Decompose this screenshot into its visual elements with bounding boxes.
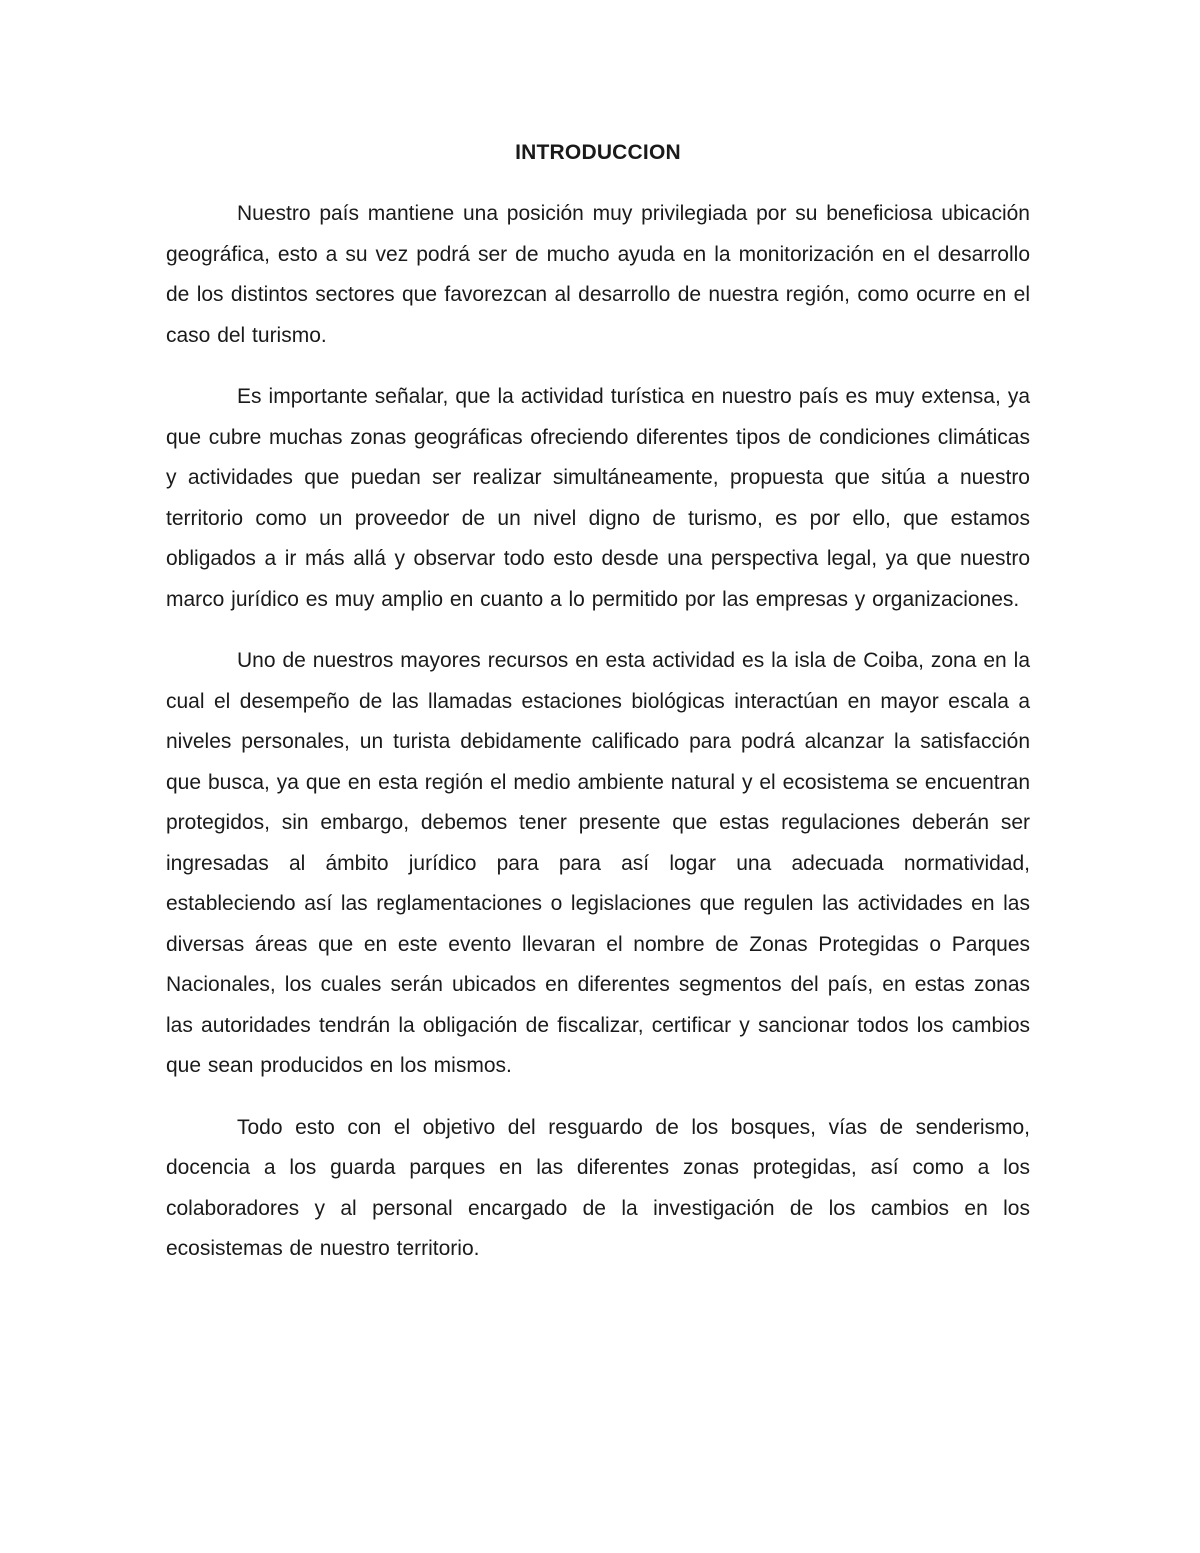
paragraph-4: Todo esto con el objetivo del resguardo de los bosques, vías de senderismo, docencia a los guarda parques en las diferentes zonas protegidas, así como a los colaboradores y al personal encargado de la investigación de los cambios en los ecosistemas de nuestro territorio. (166, 1115, 1030, 1260)
paragraph-2: Es importante señalar, que la actividad turística en nuestro país es muy extensa, ya que cubre muchas zonas geográficas ofreciendo diferentes tipos de condiciones climáticas y actividades que puedan ser realizar simultáneamente, propuesta que sitúa a nuestro territorio como un proveedor de un nivel digno de turismo, es por ello, que estamos obligados a ir más allá y observar todo esto desde una perspectiva legal, ya que nuestro marco jurídico es muy amplio en cuanto a lo permitido por las empresas y organizaciones. (166, 385, 1030, 611)
paragraph-1: Nuestro país mantiene una posición muy privilegiada por su beneficiosa ubicación geográfica, esto a su vez podrá ser de mucho ayuda en la monitorización en el desarrollo de los distintos sectores que favorezcan al desarrollo de nuestra región, como ocurre en el caso del turismo. (166, 202, 1030, 347)
document-body (166, 133, 1030, 1291)
document-title: INTRODUCCION (515, 141, 681, 164)
paragraph-3: Uno de nuestros mayores recursos en esta actividad es la isla de Coiba, zona en la cual el desempeño de las llamadas estaciones biológicas interactúan en mayor escala a niveles personales, un turista debidamente calificado para podrá alcanzar la satisfacción que busca, ya que en esta región el medio ambiente natural y el ecosistema se encuentran protegidos, sin embargo, debemos tener presente que estas regulaciones deberán ser ingresadas al ámbito jurídico para para así logar una adecuada normatividad, estableciendo así las reglamentaciones o legislaciones que regulen las actividades en las diversas áreas que en este evento llevaran el nombre de Zonas Protegidas o Parques Nacionales, los cuales serán ubicados en diferentes segmentos del país, en estas zonas las autoridades tendrán la obligación de fiscalizar, certificar y sancionar todos los cambios que sean producidos en los mismos. (166, 649, 1030, 1077)
